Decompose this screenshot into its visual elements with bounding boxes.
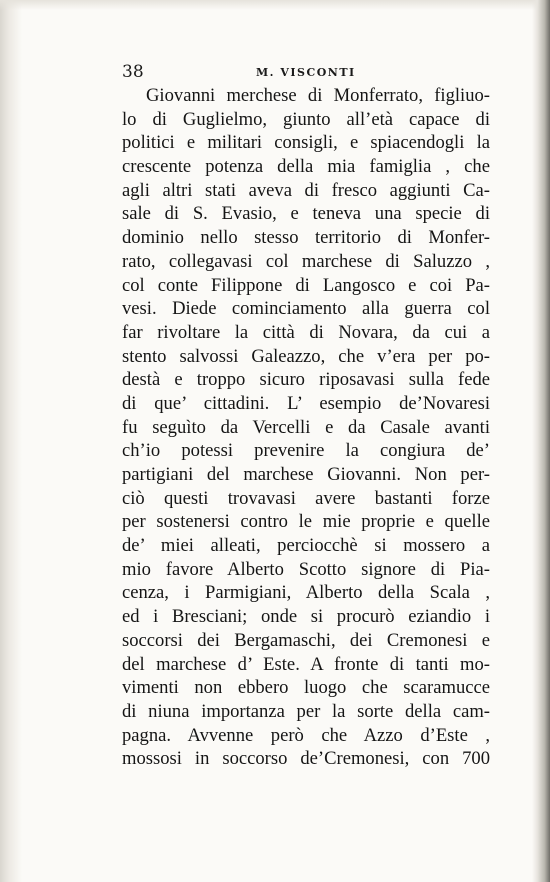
text-line: col conte Filippone di Langosco e coi Pa-	[122, 274, 490, 296]
text-line: Giovanni merchese di Monferrato, figliuo-	[146, 85, 490, 106]
text-line: vesi. Diede cominciamento alla guerra col	[122, 298, 490, 320]
text-line: far rivoltare la città di Novara, da cui a	[122, 321, 490, 343]
text-line: lo di Guglielmo, giunto all’età capace di	[122, 108, 490, 130]
page-header	[122, 62, 487, 84]
text-line: partigiani del marchese Giovanni. Non per-	[122, 464, 490, 485]
text-line: de’ miei alleati, perciocchè si mossero a	[122, 535, 490, 557]
text-line: per sostenersi contro le mie proprie e quelle	[122, 511, 490, 533]
text-line: agli altri stati aveva di fresco aggiunti Ca-	[122, 179, 490, 201]
text-line: sale di S. Evasio, e teneva una specie di	[122, 203, 490, 225]
text-line: fu seguìto da Vercelli e da Casale avanti	[122, 416, 490, 438]
text-line: dominio nello stesso territorio di Monfer-	[122, 227, 490, 249]
text-line: mossosi in soccorso de’Cremonesi, con 700	[122, 748, 490, 770]
running-head: M. VISCONTI	[256, 66, 356, 79]
text-line: stento salvossi Galeazzo, che v’era per po-	[122, 345, 490, 367]
text-line: di que’ cittadini. L’ esempio de’Novaresi	[122, 392, 490, 414]
text-line: rato, collegavasi col marchese di Saluzzo ,	[122, 250, 490, 272]
text-line: politici e militari consigli, e spiacendogli la	[122, 132, 490, 154]
page-number: 38	[122, 62, 144, 82]
text-line: ed i Bresciani; onde si procurò eziandio i	[122, 606, 490, 628]
text-line: ciò questi trovavasi avere bastanti forze	[122, 487, 490, 509]
text-line: del marchese d’ Este. A fronte di tanti mo-	[122, 653, 490, 675]
page-left-edge-shadow	[0, 0, 22, 882]
text-line: destà e troppo sicuro riposavasi sulla fede	[122, 369, 490, 391]
text-line: pagna. Avvenne però che Azzo d’Este ,	[122, 724, 490, 746]
text-line: di niuna importanza per la sorte della cam-	[122, 700, 490, 722]
text-line: crescente potenza della mia famiglia , che	[122, 156, 490, 178]
text-line: cenza, i Parmigiani, Alberto della Scala ,	[122, 582, 490, 604]
text-line: vimenti non ebbero luogo che scaramucce	[122, 677, 490, 699]
text-line: ch’io potessi prevenire la congiura de’	[122, 440, 490, 462]
page-top-edge-shadow	[0, 0, 550, 10]
body-text	[122, 84, 490, 771]
text-line: mio favore Alberto Scotto signore di Pia-	[122, 558, 490, 580]
text-line: soccorsi dei Bergamaschi, dei Cremonesi e	[122, 629, 490, 651]
page-right-edge-shadow	[532, 0, 550, 882]
